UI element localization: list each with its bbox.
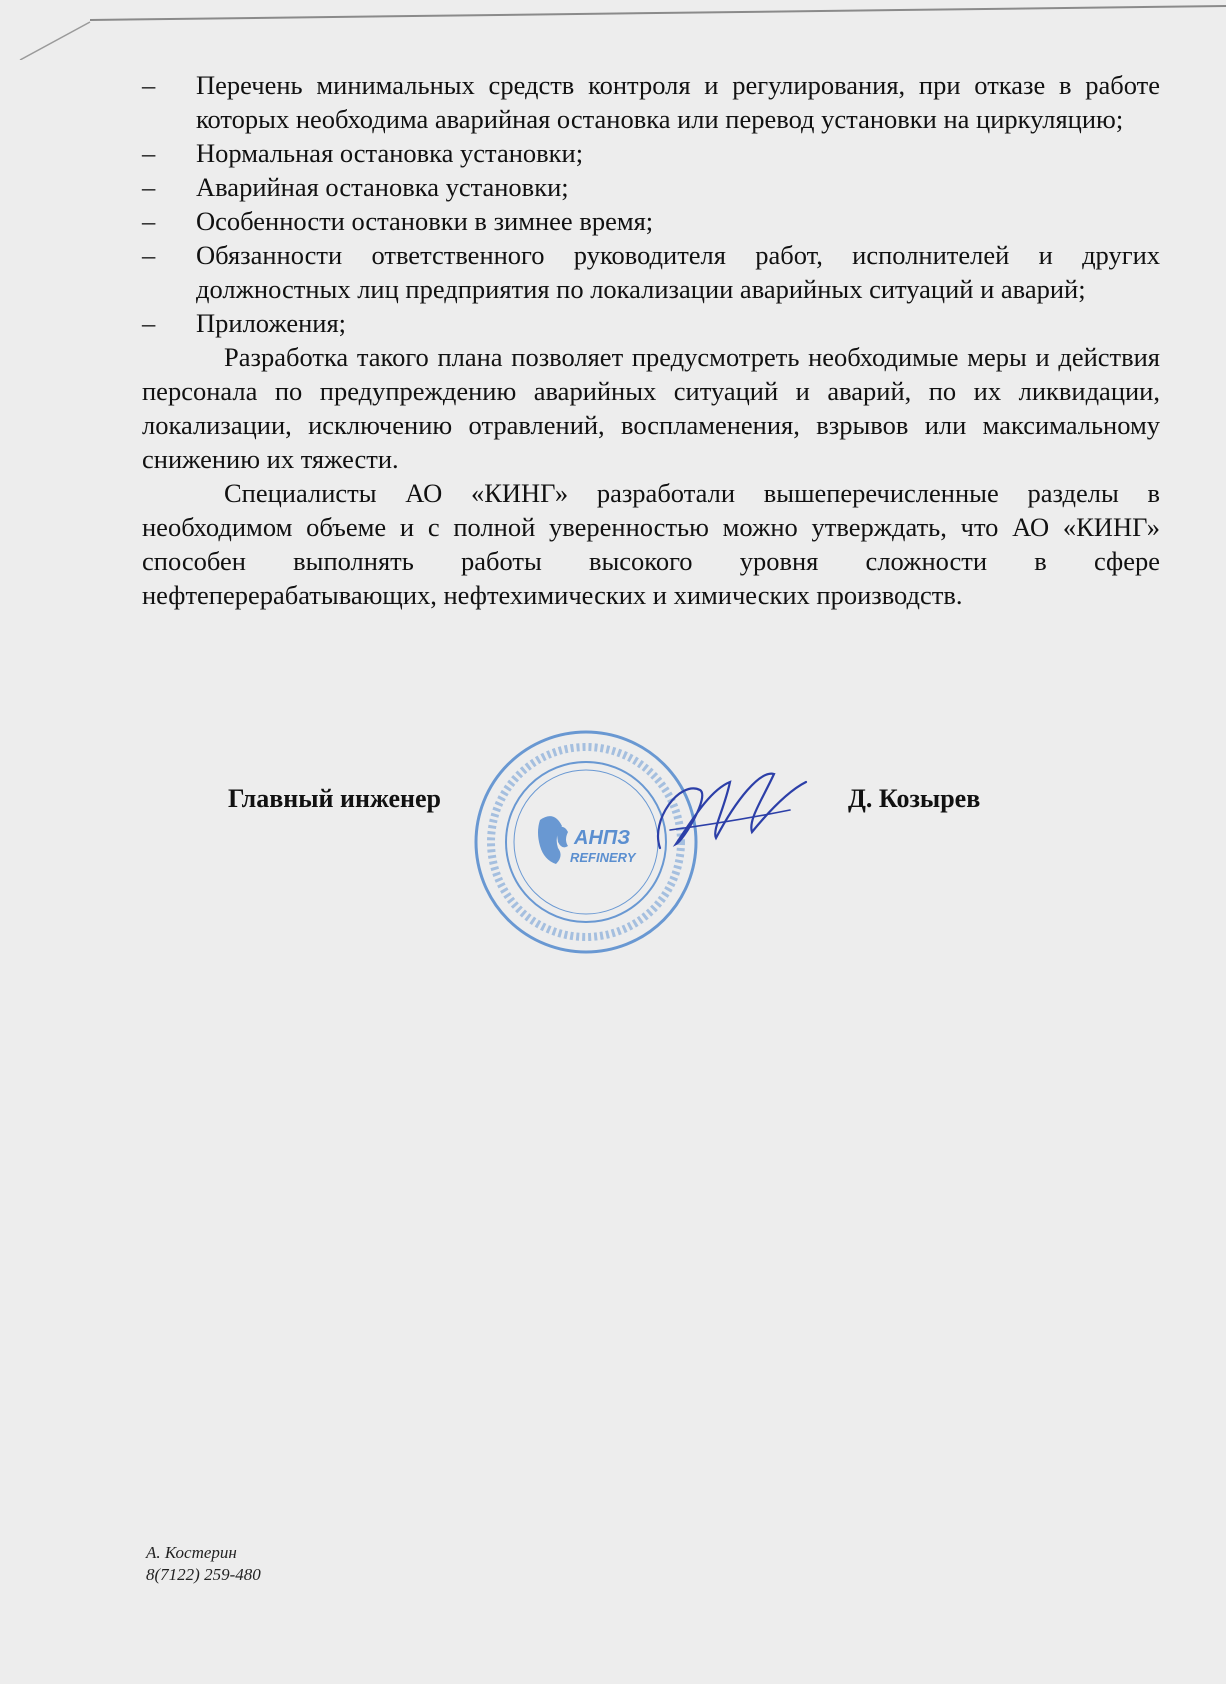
list-item: – Обязанности ответственного руководителя работ, исполнителей и других должностных лиц предприятия по локализации аварийных ситуаций и аварий; <box>142 240 1160 304</box>
stamp-logo-text: АНПЗ <box>574 827 631 849</box>
scan-edge <box>0 0 1226 60</box>
list-dash: – <box>142 172 156 202</box>
paragraph-conclusion: Специалисты АО «КИНГ» разработали вышеперечисленные разделы в необходимом объеме и с полной уверенностью можно утверждать, что АО «КИНГ» способен выполнять работы высокого уровня сложности в сфере нефтеперерабатывающих, нефтехимических и химических производств. <box>142 478 1160 610</box>
list-dash: – <box>142 138 156 168</box>
stamp-logo-subtext: REFINERY <box>570 850 636 865</box>
footer-contact <box>146 1542 261 1586</box>
paragraph-plan: Разработка такого плана позволяет предусмотреть необходимые меры и действия персонала по предупреждению аварийных ситуаций и аварий, по их ликвидации, локализации, исключению отравлений, воспламенения, взрывов или максимальному снижению их тяжести. <box>142 342 1160 474</box>
footer-phone: 8(7122) 259-480 <box>146 1565 261 1584</box>
list-dash: – <box>142 308 156 338</box>
list-dash: – <box>142 70 156 100</box>
list-item: – Особенности остановки в зимнее время; <box>142 206 654 236</box>
list-item: – Аварийная остановка установки; <box>142 172 569 202</box>
refinery-logo-icon <box>538 816 568 864</box>
footer-author: А. Костерин <box>146 1543 237 1562</box>
signatory-name: Д. Козырев <box>848 784 981 813</box>
handwritten-signature <box>640 760 810 860</box>
document-body <box>142 68 1160 612</box>
section-list <box>142 68 1160 340</box>
list-dash: – <box>142 206 156 236</box>
list-item: – Нормальная остановка установки; <box>142 138 584 168</box>
list-item: – Перечень минимальных средств контроля и регулирования, при отказе в работе которых необходима аварийная остановка или перевод установки на циркуляцию; <box>142 70 1160 134</box>
list-item: – Приложения; <box>142 308 347 338</box>
signatory-title: Главный инженер <box>228 784 441 813</box>
list-dash: – <box>142 240 156 270</box>
